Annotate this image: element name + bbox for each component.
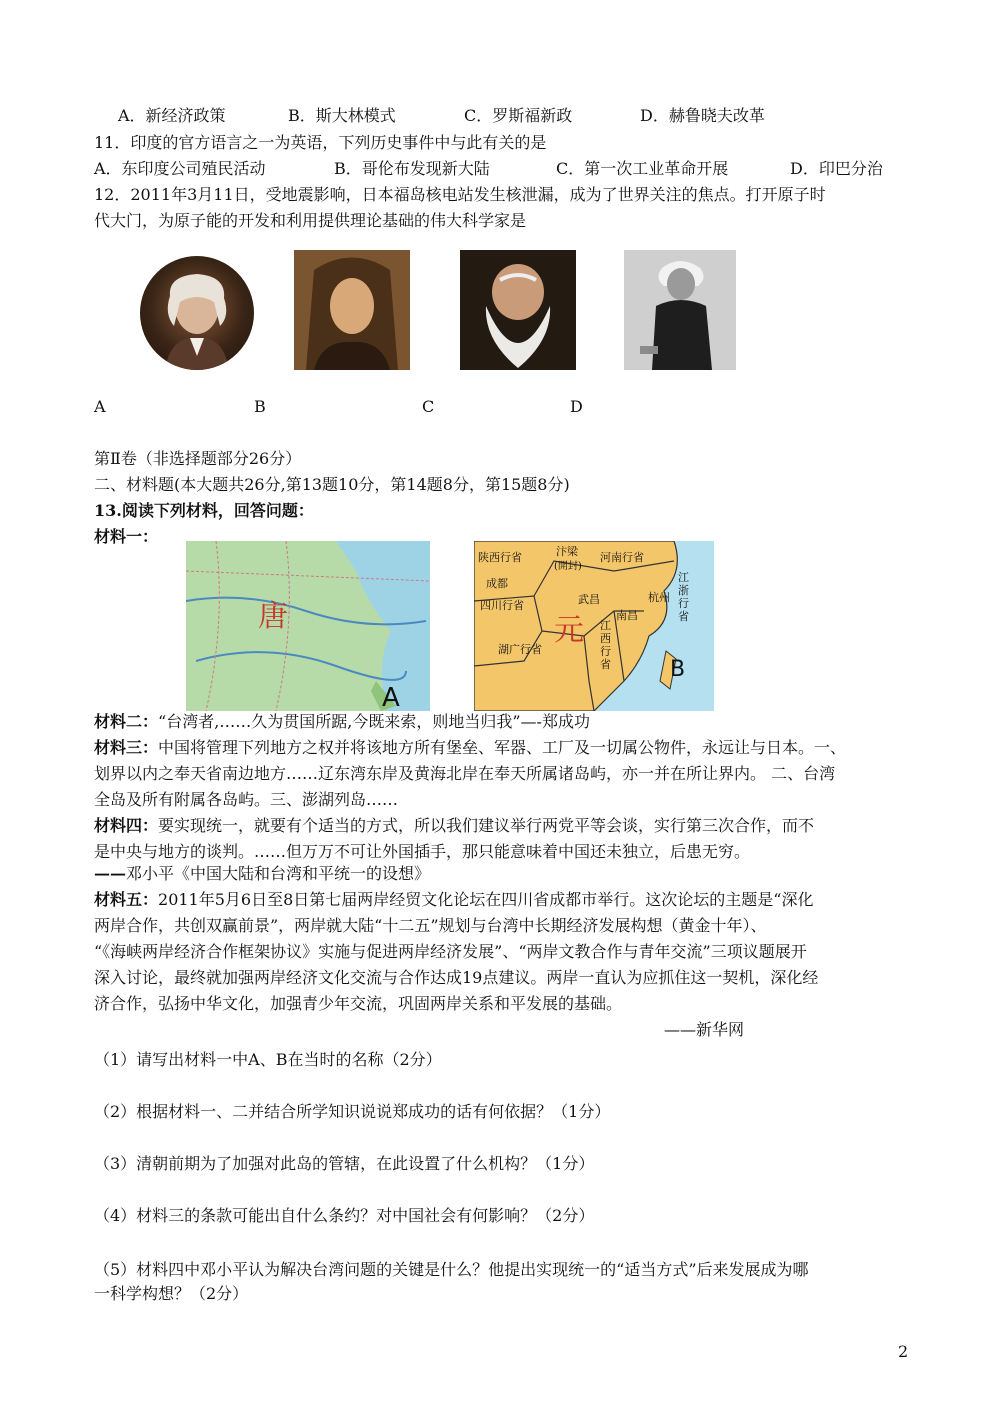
portrait-label-b: B bbox=[254, 397, 266, 416]
q11-option-b: B．哥伦布发现新大陆 bbox=[334, 159, 490, 178]
material-5-label: 材料五： bbox=[94, 890, 159, 909]
material-5-line-4: 深入讨论，最终就加强两岸经济文化交流与合作达成19点建议。两岸一直认为应抓住这一契机，深化经 bbox=[94, 968, 819, 987]
portrait-a-image bbox=[140, 256, 254, 370]
portrait-label-d: D bbox=[570, 397, 583, 416]
portrait-label-c: C bbox=[422, 397, 435, 416]
material-2-label: 材料二： bbox=[94, 712, 159, 731]
yuan-map-region: 杭州 bbox=[648, 591, 670, 604]
q11-stem: 11．印度的官方语言之一为英语，下列历史事件中与此有关的是 bbox=[94, 133, 547, 152]
material-2 bbox=[94, 712, 590, 732]
material-3-line-3: 全岛及所有附属各岛屿。三、澎湖列岛…… bbox=[94, 790, 399, 809]
material-4-line-1 bbox=[94, 816, 814, 836]
material-3-line-1 bbox=[94, 738, 846, 758]
section-heading: 二、材料题(本大题共26分,第13题10分，第14题8分，第15题8分) bbox=[94, 475, 570, 494]
material-2-text: “台湾者,……久为贯国所踞,今既来索，则地当归我”—-郑成功 bbox=[158, 712, 590, 731]
portrait-b-image bbox=[294, 250, 410, 370]
material-4-source-text: 邓小平《中国大陆和台湾和平统一的设想》 bbox=[126, 864, 431, 883]
q10-option-b: B．斯大林模式 bbox=[288, 106, 396, 125]
yuan-map-region: 江浙行省 bbox=[678, 571, 689, 623]
yuan-map-region: 陕西行省 bbox=[478, 551, 522, 564]
q13-title: 13.阅读下列材料，回答问题： bbox=[94, 501, 314, 520]
q11-option-d: D．印巴分治 bbox=[790, 159, 883, 178]
portrait-label-a: A bbox=[94, 397, 106, 416]
material-5-source: ——新华网 bbox=[664, 1020, 745, 1039]
yuan-map bbox=[474, 541, 714, 711]
q12-stem-line2: 代大门，为原子能的开发和利用提供理论基础的伟大科学家是 bbox=[94, 211, 527, 230]
question-5-line-2: 一科学构想？（2分） bbox=[94, 1284, 249, 1303]
material-5-line-3: “《海峡两岸经济合作框架协议》实施与促进两岸经济发展”、“两岸文教合作与青年交流”三项议题展开 bbox=[94, 942, 807, 961]
q11-option-a: A．东印度公司殖民活动 bbox=[94, 159, 266, 178]
material-3-text: 中国将管理下列地方之权并将该地方所有堡垒、军器、工厂及一切属公物件，永远让与日本。一、 bbox=[158, 738, 847, 757]
material-4-source bbox=[94, 864, 430, 884]
question-2: （2）根据材料一、二并结合所学知识说说郑成功的话有何依据？（1分） bbox=[94, 1102, 611, 1121]
yuan-map-region: 湖广行省 bbox=[498, 643, 542, 656]
question-5-line-1: （5）材料四中邓小平认为解决台湾问题的关键是什么？他提出实现统一的“适当方式”后来发展成为哪 bbox=[94, 1260, 809, 1279]
material-4-dash: —— bbox=[94, 864, 126, 883]
yuan-map-region: (開封) bbox=[554, 561, 582, 572]
yuan-map-region: 汴梁 bbox=[556, 545, 578, 558]
material-5-line-2: 两岸合作，共创双赢前景”，两岸就大陆“十二五”规划与台湾中长期经济发展构想（黄金十年）、 bbox=[94, 916, 767, 935]
material-5-line-5: 济合作，弘扬中华文化，加强青少年交流，巩固两岸关系和平发展的基础。 bbox=[94, 994, 623, 1013]
material-3-line-2: 划界以内之奉天省南边地方……辽东湾东岸及黄海北岸在奉天所属诸岛屿，亦一并在所让界内。 二、台湾 bbox=[94, 764, 836, 783]
material-5-text: 2011年5月6日至8日第七届两岸经贸文化论坛在四川省成都市举行。这次论坛的主题是“深化 bbox=[158, 890, 814, 909]
question-1: （1）请写出材料一中A、B在当时的名称（2分） bbox=[94, 1050, 442, 1069]
material-4-label: 材料四： bbox=[94, 816, 159, 835]
yuan-map-region: 武昌 bbox=[578, 593, 600, 606]
material-4-line-2: 是中央与地方的谈判。……但万万不可让外国插手，那只能意味着中国还未独立，后患无穷。 bbox=[94, 842, 751, 861]
yuan-map-char: 元 bbox=[554, 613, 584, 648]
section-volume-title: 第Ⅱ卷（非选择题部分26分） bbox=[94, 449, 302, 468]
yuan-map-region: 成都 bbox=[486, 577, 508, 590]
yuan-map-region: 江西行省 bbox=[600, 619, 611, 671]
q10-option-c: C．罗斯福新政 bbox=[464, 106, 573, 125]
q11-option-c: C．第一次工业革命开展 bbox=[556, 159, 729, 178]
yuan-map-region: 四川行省 bbox=[480, 599, 524, 612]
question-3: （3）清朝前期为了加强对此岛的管辖，在此设置了什么机构？（1分） bbox=[94, 1154, 595, 1173]
yuan-map-marker-b: B bbox=[670, 657, 686, 682]
portrait-d-image bbox=[624, 250, 736, 370]
portrait-c-image bbox=[460, 250, 576, 370]
tang-map-marker-a: A bbox=[382, 683, 400, 711]
material-5-line-1 bbox=[94, 890, 813, 910]
material-1-label: 材料一： bbox=[94, 527, 159, 546]
yuan-map-region: 南昌 bbox=[616, 609, 638, 622]
yuan-map-region: 河南行省 bbox=[600, 551, 644, 564]
material-3-label: 材料三： bbox=[94, 738, 159, 757]
q10-option-a: A．新经济政策 bbox=[118, 106, 226, 125]
q12-stem-line1: 12．2011年3月11日，受地震影响，日本福岛核电站发生核泄漏，成为了世界关注的焦点。打开原子时 bbox=[94, 185, 826, 204]
material-4-text: 要实现统一，就要有个适当的方式，所以我们建议举行两党平等会谈，实行第三次合作，而不 bbox=[158, 816, 815, 835]
tang-map bbox=[186, 541, 430, 711]
page-number: 2 bbox=[898, 1342, 909, 1361]
tang-map-char: 唐 bbox=[258, 599, 288, 634]
q10-option-d: D．赫鲁晓夫改革 bbox=[640, 106, 765, 125]
question-4: （4）材料三的条款可能出自什么条约？对中国社会有何影响？（2分） bbox=[94, 1206, 595, 1225]
